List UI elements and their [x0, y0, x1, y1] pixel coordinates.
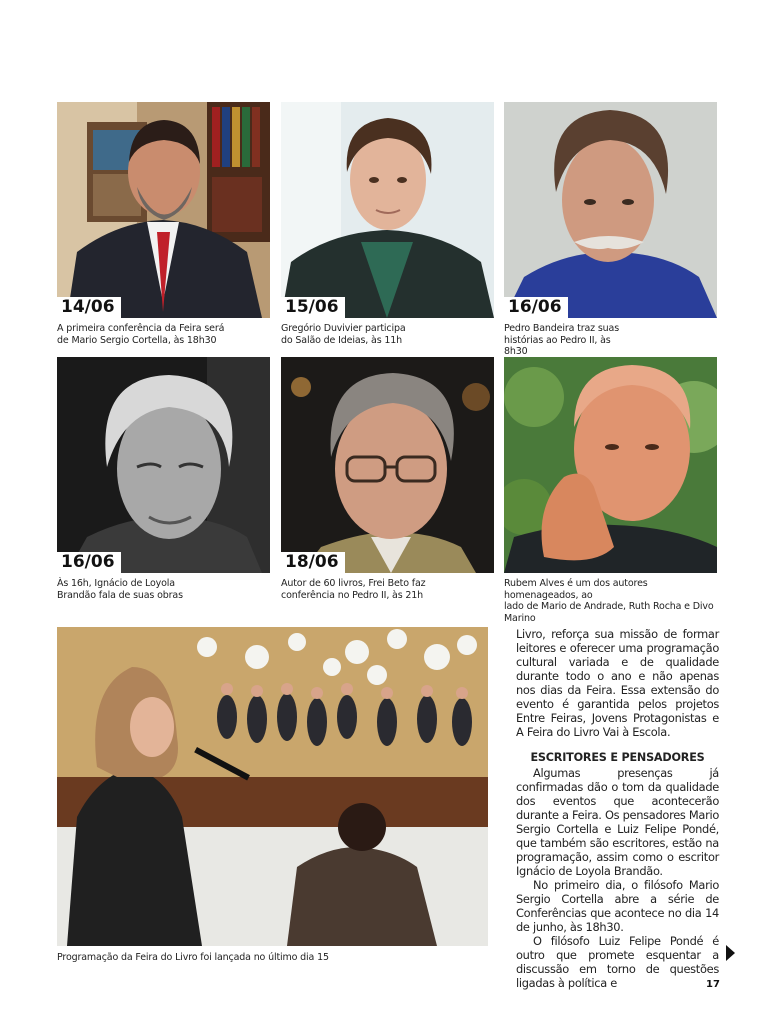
- caption-line: Pedro Bandeira traz suas: [504, 323, 620, 334]
- photo-bandeira: [504, 102, 717, 318]
- date-tag: 15/06: [281, 297, 345, 318]
- date-tag: 16/06: [504, 297, 568, 318]
- caption-line: Rubem Alves é um dos autores homenageados, ao: [504, 578, 648, 601]
- caption-line: histórias ao Pedro II, às: [504, 334, 611, 346]
- caption-line: do Salão de Ideias, às 11h: [281, 334, 403, 346]
- caption-loyola: [57, 578, 270, 601]
- article-paragraph: Algumas presenças já confirmadas dão o tom da qualidade dos eventos que acontecerão durante a Feira. Os pensadores Mario Sergio Cortella e Luiz Felipe Pondé, que também são escritores, estão na programação, assim como o escritor Ignácio de Loyola Brandão.: [516, 766, 719, 878]
- article-paragraph: No primeiro dia, o filósofo Mario Sergio Cortella abre a série de Conferências que acontece no dia 14 de junho, às 18h30.: [516, 878, 719, 934]
- caption-line: conferência no Pedro II, às 21h: [281, 589, 424, 601]
- caption-line: Às 16h, Ignácio de Loyola: [57, 578, 175, 589]
- photo-cortella: [57, 102, 270, 318]
- photo-loyola: [57, 357, 270, 573]
- caption-event: Programação da Feira do Livro foi lançada no último dia 15: [57, 952, 329, 963]
- photo-rubem-alves: [504, 357, 717, 573]
- caption-bandeira: [504, 323, 717, 358]
- continue-arrow-icon: [726, 945, 735, 961]
- date-tag: 16/06: [57, 552, 121, 573]
- caption-line: Gregório Duvivier participa: [281, 323, 406, 334]
- caption-line: de Mario Sergio Cortella, às 18h30: [57, 334, 217, 346]
- caption-rubem-alves: [504, 578, 719, 624]
- caption-line: A primeira conferência da Feira será: [57, 323, 225, 334]
- caption-line: Brandão fala de suas obras: [57, 589, 183, 601]
- photo-duvivier: [281, 102, 494, 318]
- article-paragraph: Livro, reforça sua missão de formar leitores e oferecer uma programação cultural variada e de qualidade durante todo o ano e não apenas nos dias da Feira. Essa extensão do evento é garantida pelos projetos Entre Feiras, Jovens Protagonistas e A Feira do Livro Vai à Escola.: [516, 627, 719, 739]
- caption-line: 8h30: [504, 346, 528, 358]
- section-heading: ESCRITORES E PENSADORES: [530, 751, 705, 764]
- photo-frei-beto: [281, 357, 494, 573]
- article-column: [516, 627, 719, 990]
- caption-duvivier: [281, 323, 494, 346]
- page-number: 17: [706, 979, 720, 990]
- date-tag: 18/06: [281, 552, 345, 573]
- article-paragraph: O filósofo Luiz Felipe Pondé é outro que promete esquentar a discussão em torno de questões ligadas à política e: [516, 934, 719, 990]
- caption-frei-beto: [281, 578, 494, 601]
- date-tag: 14/06: [57, 297, 121, 318]
- caption-line: lado de Mario de Andrade, Ruth Rocha e Divo Marino: [504, 601, 714, 624]
- caption-line: Autor de 60 livros, Frei Beto faz: [281, 578, 426, 589]
- caption-cortella: [57, 323, 270, 346]
- photo-event-launch: [57, 627, 488, 946]
